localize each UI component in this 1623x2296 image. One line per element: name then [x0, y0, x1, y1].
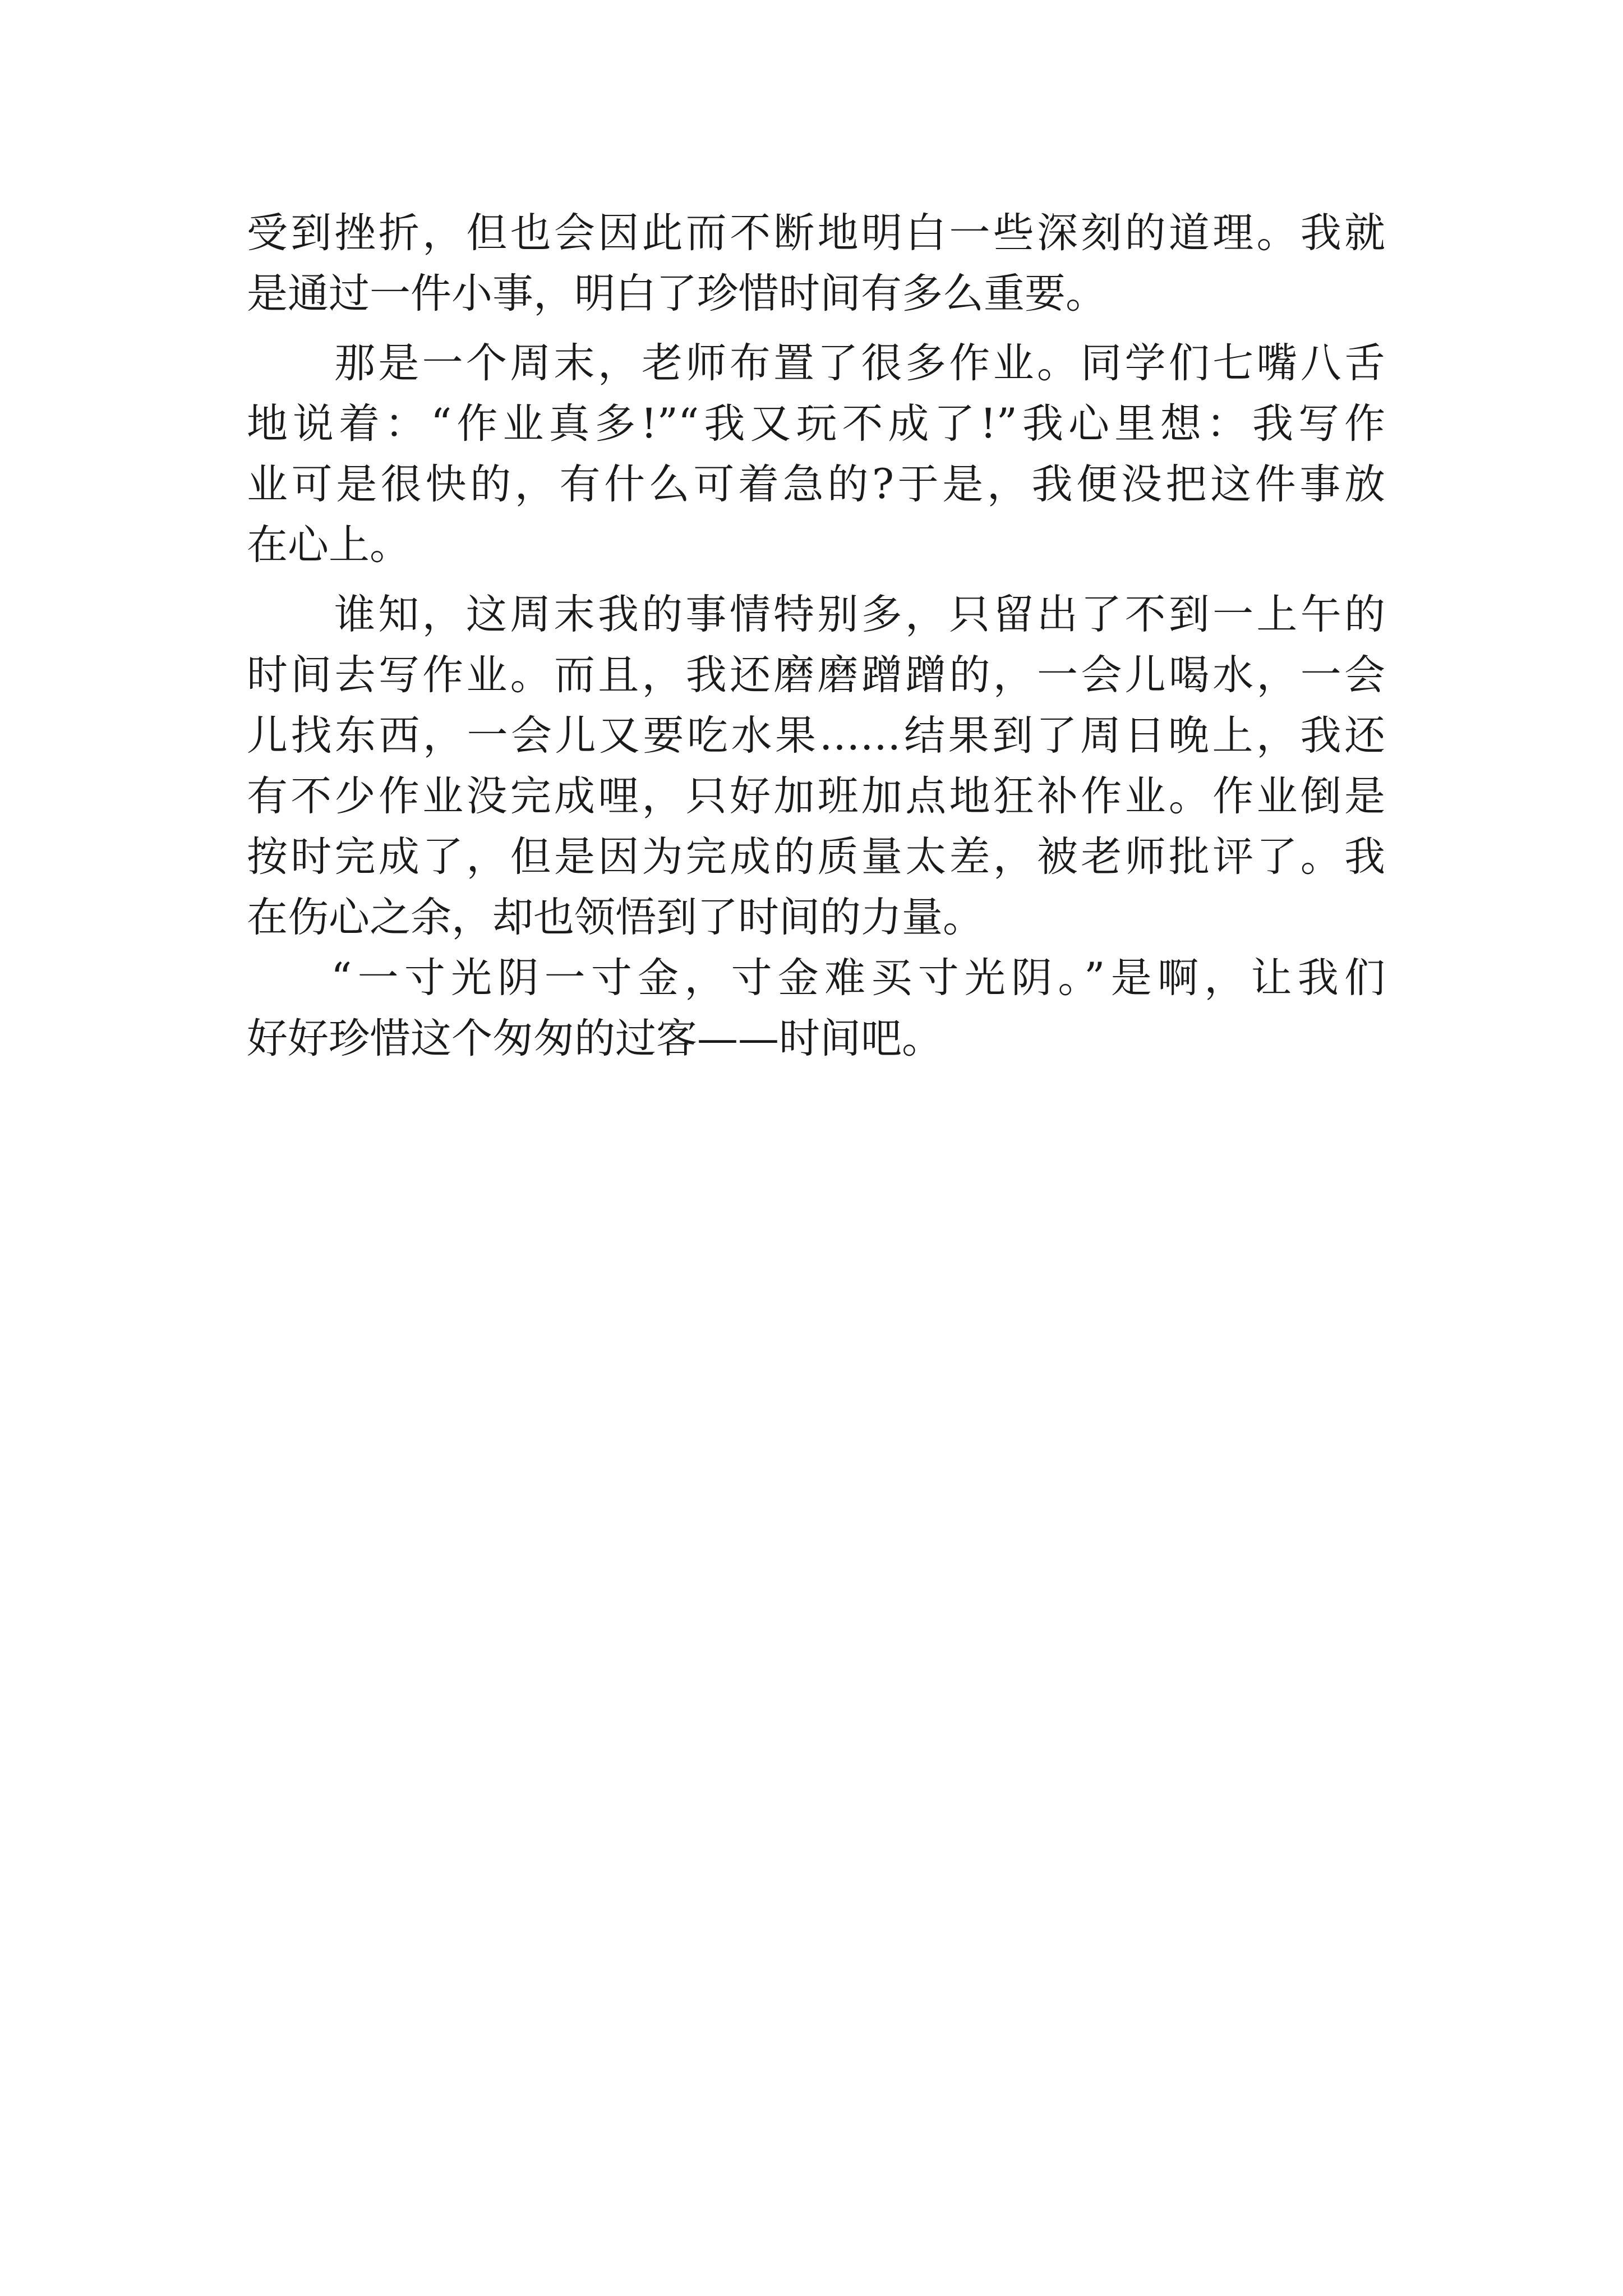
paragraph-3	[247, 585, 1385, 948]
text-line: “一寸光阴一寸金，寸金难买寸光阴。”是啊，让我们	[331, 954, 1385, 1002]
text-line: 在伤心之余，却也领悟到了时间的力量。	[247, 894, 984, 941]
text-line: 好好珍惜这个匆匆的过客——时间吧。	[247, 1015, 943, 1062]
text-line: 业可是很快的，有什么可着急的?于是，我便没把这件事放	[247, 461, 1385, 508]
essay-body	[247, 203, 1385, 1069]
text-line: 按时完成了，但是因为完成的质量太差，被老师批评了。我	[247, 833, 1385, 881]
text-line: 那是一个周末，老师布置了很多作业。同学们七嘴八舌	[334, 339, 1385, 387]
text-line: 谁知，这周末我的事情特别多，只留出了不到一上午的	[334, 591, 1385, 638]
text-line: 是通过一件小事，明白了珍惜时间有多么重要。	[247, 270, 1106, 318]
text-line: 在心上。	[247, 521, 411, 569]
text-line: 儿找东西，一会儿又要吃水果……结果到了周日晚上，我还	[247, 712, 1385, 760]
paragraph-4	[247, 948, 1385, 1069]
text-line: 地说着：“作业真多!”“我又玩不成了!”我心里想：我写作	[247, 400, 1385, 448]
text-line: 时间去写作业。而且，我还磨磨蹭蹭的，一会儿喝水，一会	[247, 651, 1385, 699]
text-line: 受到挫折，但也会因此而不断地明白一些深刻的道理。我就	[247, 209, 1385, 257]
text-line: 有不少作业没完成哩，只好加班加点地狂补作业。作业倒是	[247, 772, 1385, 820]
paragraph-2	[247, 333, 1385, 576]
paragraph-1	[247, 203, 1385, 324]
